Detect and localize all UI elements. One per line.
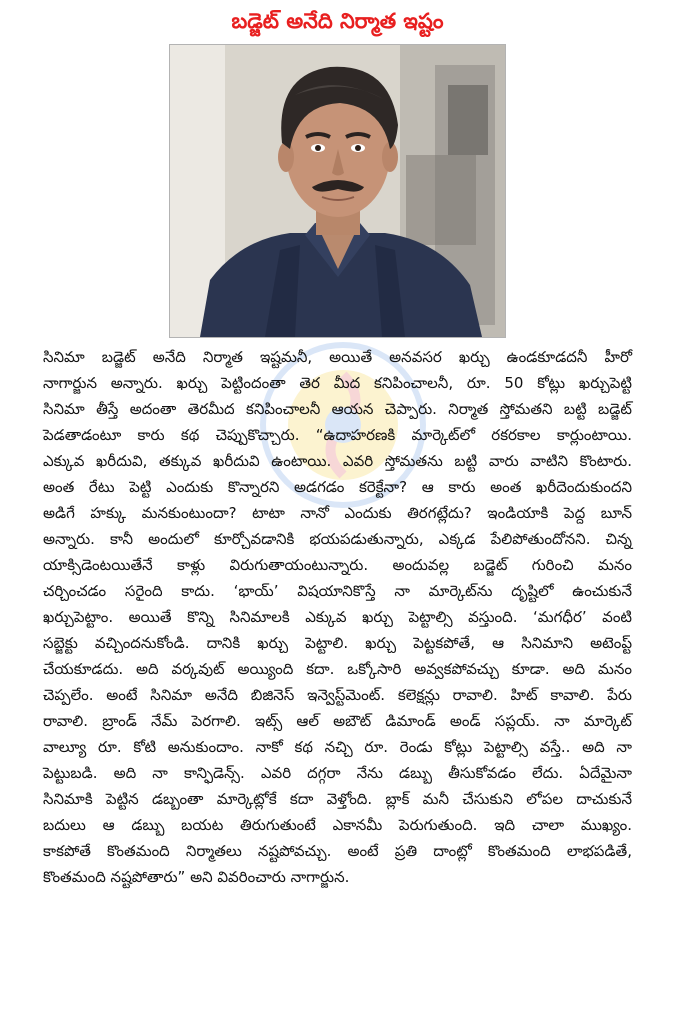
article-line: అన్నారు. కానీ అందులో కూర్చోవడానికి భయపడుతున్నారు, ఎక్కడ పేలిపోతుందోనని. చిన్న — [43, 530, 632, 548]
article-line: సినిమాకి పెట్టిన డబ్బంతా మార్కెట్లోకే కదా వెళ్తోంది. బ్లాక్ మనీ చేసుకుని లోపల దాచుకునే — [43, 790, 632, 808]
article-line: కాకపోతే కొంతమంది నిర్మాతలు నష్టపోవచ్చు. అంటే ప్రతి దాంట్లో కొంతమంది లాభపడితే, — [43, 842, 632, 860]
photo-illustration — [170, 45, 505, 337]
article-line: పెడతాడంటూ కారు కథ చెప్పుకొచ్చారు. “ఉదాహరణకి మార్కెట్‌లో రకరకాల కార్లుంటాయి. — [43, 426, 632, 444]
article-line: యాక్సిడెంటయితేనే కాళ్లు విరుగుతాయంటున్నారు. అందువల్ల బడ్జెట్ గురించి మనం — [43, 556, 632, 574]
article-line: చర్చించడం సరైంది కాదు. ‘భాయ్’ విషయానికొస్తే నా మార్కెట్‌ను దృష్టిలో ఉంచుకునే — [43, 582, 632, 600]
article-headline: బడ్జెట్ అనేది నిర్మాత ఇష్టం — [231, 9, 444, 33]
article-line: చెప్పలేం. అంటే సినిమా అనేది బిజినెస్ ఇన్వెస్ట్‌మెంట్. కలెక్షన్లు రావాలి. హిట్ కావాలి. పేరు — [43, 686, 632, 704]
article-line: అడిగే హక్కు మనకుంటుందా? టాటా నానో ఎందుకు తిరగట్లేదు? ఇండియాకి పెద్ద బూన్ — [43, 504, 632, 522]
article-line: కొంతమంది నష్టపోతారు” అని వివరించారు నాగార్జున. — [43, 868, 350, 886]
article-line: అంత రేటు పెట్టి ఎందుకు కొన్నారని అడగడం కరెక్టేనా? ఆ కారు అంత ఖరీదెందుకుందని — [43, 478, 632, 496]
article-line: బదులు ఆ డబ్బు బయట తిరుగుతుంటే ఎకానమీ పెరుగుతుంది. ఇది చాలా ముఖ్యం. — [43, 816, 632, 834]
article-line: సబ్జెక్టు వచ్చిందనుకోండి. దానికి ఖర్చు పెట్టాలి. ఖర్చు పెట్టకపోతే, ఆ సినిమాని అటెంప్ట్ — [43, 634, 632, 652]
article-line: చేయకూడదు. అది వర్కవుట్ అయ్యింది కదా. ఒక్కోసారి అవ్వకపోవచ్చు కూడా. అది మనం — [43, 660, 632, 678]
article-line: సినిమా బడ్జెట్ అనేది నిర్మాత ఇష్టమనీ, అయితే అనవసర ఖర్చు ఉండకూడదనీ హీరో — [43, 348, 632, 366]
article-body — [43, 344, 632, 890]
article-line: వాల్యూ రూ. కోటి అనుకుందాం. నాకో కథ నచ్చి రూ. రెండు కోట్లు పెట్టాల్సి వస్తే.. అది నా — [43, 738, 632, 756]
article-line: ఎక్కువ ఖరీదువి, తక్కువ ఖరీదువి ఉంటాయి. ఎవరి స్తోమతను బట్టి వారు వాటిని కొంటారు. — [43, 452, 632, 470]
article-line: నాగార్జున అన్నారు. ఖర్చు పెట్టిందంతా తెర మీద కనిపించాలనీ, రూ. 50 కోట్లు ఖర్చుపెట్టి — [43, 374, 632, 392]
article-line: రావాలి. బ్రాండ్ నేమ్ పెరగాలి. ఇట్స్ ఆల్ అబౌట్ డిమాండ్ అండ్ సప్లయ్. నా మార్కెట్ — [43, 712, 632, 730]
article-line: పెట్టుబడి. అది నా కాన్ఫిడెన్స్. ఎవరి దగ్గరా నేను డబ్బు తీసుకోవడం లేదు. ఏదేమైనా — [43, 764, 632, 782]
article-line: ఖర్చుపెట్టాం. అయితే కొన్ని సినిమాలకి ఎక్కువ ఖర్చు పెట్టాల్సి వస్తుంది. ‘మగధీర’ వంటి — [43, 608, 632, 626]
article-line: సినిమా తీస్తే అదంతా తెరమీద కనిపించాలనీ ఆయన చెప్పారు. నిర్మాత స్తోమతని బట్టి బడ్జెట్ — [43, 400, 632, 418]
article-photo — [169, 44, 506, 338]
